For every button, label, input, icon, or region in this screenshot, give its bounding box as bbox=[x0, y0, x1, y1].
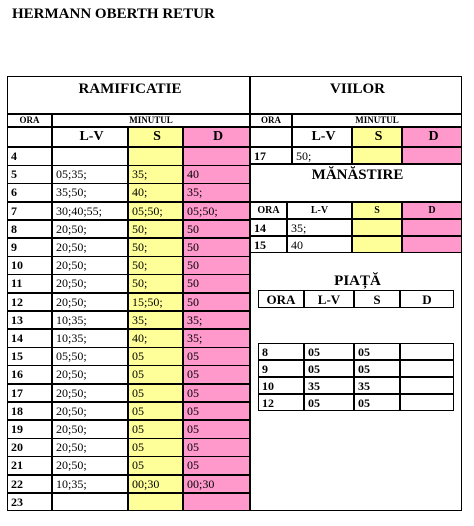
ramificatie-row-lv: 20;50; bbox=[52, 238, 128, 257]
ramificatie-row-ora: 8 bbox=[7, 220, 52, 239]
ramificatie-row-ora: 11 bbox=[7, 274, 52, 293]
ramificatie-row-d: 05 bbox=[183, 384, 250, 403]
piata-row-ora: 9 bbox=[258, 360, 304, 377]
ramificatie-row-d: 05 bbox=[183, 438, 250, 457]
piata-row-d bbox=[400, 394, 454, 411]
ramificatie-row-lv: 20;50; bbox=[52, 438, 128, 457]
ramificatie-row-lv: 10;35; bbox=[52, 311, 128, 330]
manastire-row-d bbox=[402, 236, 462, 253]
manastire-col-ora: ORA bbox=[250, 202, 287, 219]
ramificatie-row-ora: 15 bbox=[7, 347, 52, 366]
ramificatie-row-d: 50 bbox=[183, 220, 250, 239]
piata-row-d bbox=[400, 343, 454, 360]
manastire-row-ora: 15 bbox=[250, 236, 287, 253]
ramificatie-row-d: 50 bbox=[183, 293, 250, 312]
ramificatie-header: RAMIFICATIE bbox=[7, 76, 250, 114]
ramificatie-row-d: 35; bbox=[183, 311, 250, 330]
ramificatie-row-s: 50; bbox=[128, 220, 183, 239]
ramificatie-row-d: 05 bbox=[183, 365, 250, 384]
ramificatie-row-lv: 20;50; bbox=[52, 402, 128, 421]
ramificatie-row-ora: 16 bbox=[7, 365, 52, 384]
ramificatie-row-lv: 05;35; bbox=[52, 165, 128, 184]
ramificatie-row-s: 00;30 bbox=[128, 475, 183, 494]
ramificatie-row-d: 40 bbox=[183, 165, 250, 184]
piata-row-lv: 05 bbox=[304, 394, 354, 411]
piata-col-ora: ORA bbox=[258, 290, 304, 308]
viilor-row-s bbox=[352, 147, 402, 164]
piata-row-d bbox=[400, 360, 454, 377]
ramificatie-row-d: 50 bbox=[183, 238, 250, 257]
piata-row-lv: 05 bbox=[304, 360, 354, 377]
ramificatie-col-ora-blank bbox=[7, 127, 52, 147]
piata-row-s: 05 bbox=[354, 394, 400, 411]
piata-row-d bbox=[400, 377, 454, 394]
ramificatie-row-d: 00;30 bbox=[183, 475, 250, 494]
ramificatie-row-s: 50; bbox=[128, 256, 183, 275]
manastire-col-lv: L-V bbox=[287, 202, 352, 219]
ramificatie-row-lv: 20;50; bbox=[52, 293, 128, 312]
ramificatie-row-ora: 5 bbox=[7, 165, 52, 184]
ramificatie-row-ora: 18 bbox=[7, 402, 52, 421]
ramificatie-row-lv: 10;35; bbox=[52, 475, 128, 494]
ramificatie-row-d: 50 bbox=[183, 274, 250, 293]
manastire-row-ora: 14 bbox=[250, 219, 287, 236]
ramificatie-row-d bbox=[183, 493, 250, 512]
ramificatie-row-s: 05 bbox=[128, 402, 183, 421]
ramificatie-row-s: 40; bbox=[128, 329, 183, 348]
ramificatie-row-lv: 10;35; bbox=[52, 329, 128, 348]
ramificatie-row-lv: 20;50; bbox=[52, 456, 128, 475]
ramificatie-row-ora: 9 bbox=[7, 238, 52, 257]
ramificatie-row-lv bbox=[52, 493, 128, 512]
manastire-header: MĂNĂSTIRE bbox=[250, 164, 462, 202]
ramificatie-row-d: 50 bbox=[183, 256, 250, 275]
viilor-header: VIILOR bbox=[250, 76, 462, 114]
piata-row-s: 35 bbox=[354, 377, 400, 394]
manastire-row-s bbox=[352, 236, 402, 253]
ramificatie-row-ora: 19 bbox=[7, 420, 52, 439]
ramificatie-row-lv: 35;50; bbox=[52, 183, 128, 202]
ramificatie-row-ora: 20 bbox=[7, 438, 52, 457]
ramificatie-row-lv: 20;50; bbox=[52, 420, 128, 439]
ramificatie-row-ora: 7 bbox=[7, 202, 52, 221]
ramificatie-row-ora: 12 bbox=[7, 293, 52, 312]
ramificatie-col-ora: ORA bbox=[7, 114, 52, 127]
ramificatie-row-d: 05 bbox=[183, 420, 250, 439]
ramificatie-row-d: 35; bbox=[183, 183, 250, 202]
ramificatie-row-s: 05 bbox=[128, 365, 183, 384]
ramificatie-row-ora: 10 bbox=[7, 256, 52, 275]
manastire-col-d: D bbox=[402, 202, 462, 219]
ramificatie-col-s: S bbox=[128, 127, 183, 147]
ramificatie-row-s: 05 bbox=[128, 347, 183, 366]
ramificatie-row-lv: 20;50; bbox=[52, 256, 128, 275]
ramificatie-row-s: 40; bbox=[128, 183, 183, 202]
ramificatie-row-d: 05 bbox=[183, 402, 250, 421]
manastire-row-lv: 40 bbox=[287, 236, 352, 253]
ramificatie-row-lv bbox=[52, 147, 128, 166]
viilor-col-minutul: MINUTUL bbox=[292, 114, 462, 127]
ramificatie-row-lv: 05;50; bbox=[52, 347, 128, 366]
ramificatie-row-ora: 21 bbox=[7, 456, 52, 475]
page-title: HERMANN OBERTH RETUR bbox=[12, 6, 215, 22]
ramificatie-row-ora: 23 bbox=[7, 493, 52, 512]
ramificatie-row-lv: 20;50; bbox=[52, 274, 128, 293]
ramificatie-row-s: 15;50; bbox=[128, 293, 183, 312]
ramificatie-row-s bbox=[128, 147, 183, 166]
ramificatie-row-s: 05 bbox=[128, 384, 183, 403]
viilor-row-lv: 50; bbox=[292, 147, 352, 164]
viilor-row-d bbox=[402, 147, 462, 164]
ramificatie-row-s: 35; bbox=[128, 311, 183, 330]
piata-row-s: 05 bbox=[354, 360, 400, 377]
piata-row-lv: 35 bbox=[304, 377, 354, 394]
piata-row-ora: 12 bbox=[258, 394, 304, 411]
ramificatie-row-s: 05 bbox=[128, 420, 183, 439]
ramificatie-row-s: 35; bbox=[128, 165, 183, 184]
ramificatie-row-d: 05 bbox=[183, 456, 250, 475]
ramificatie-row-lv: 20;50; bbox=[52, 384, 128, 403]
piata-row-s: 05 bbox=[354, 343, 400, 360]
viilor-col-s: S bbox=[352, 127, 402, 147]
piata-col-d: D bbox=[400, 290, 454, 308]
ramificatie-row-lv: 30;40;55; bbox=[52, 202, 128, 221]
manastire-row-d bbox=[402, 219, 462, 236]
ramificatie-row-lv: 20;50; bbox=[52, 365, 128, 384]
ramificatie-row-s: 50; bbox=[128, 238, 183, 257]
piata-row-ora: 10 bbox=[258, 377, 304, 394]
viilor-col-d: D bbox=[402, 127, 462, 147]
ramificatie-row-s: 05 bbox=[128, 456, 183, 475]
viilor-col-ora: ORA bbox=[250, 114, 292, 127]
manastire-col-s: S bbox=[352, 202, 402, 219]
ramificatie-row-d: 05 bbox=[183, 347, 250, 366]
ramificatie-row-ora: 6 bbox=[7, 183, 52, 202]
ramificatie-row-d bbox=[183, 147, 250, 166]
ramificatie-col-lv: L-V bbox=[52, 127, 128, 147]
ramificatie-row-lv: 20;50; bbox=[52, 220, 128, 239]
piata-row-lv: 05 bbox=[304, 343, 354, 360]
piata-col-s: S bbox=[354, 290, 400, 308]
ramificatie-row-d: 35; bbox=[183, 329, 250, 348]
ramificatie-row-ora: 13 bbox=[7, 311, 52, 330]
ramificatie-col-d: D bbox=[183, 127, 250, 147]
piata-col-lv: L-V bbox=[304, 290, 354, 308]
viilor-row-ora: 17 bbox=[250, 147, 292, 164]
ramificatie-row-s: 05 bbox=[128, 438, 183, 457]
ramificatie-row-d: 05;50; bbox=[183, 202, 250, 221]
manastire-row-lv: 35; bbox=[287, 219, 352, 236]
ramificatie-row-s bbox=[128, 493, 183, 512]
viilor-col-ora-blank bbox=[250, 127, 292, 147]
ramificatie-col-minutul: MINUTUL bbox=[52, 114, 250, 127]
viilor-col-lv: L-V bbox=[292, 127, 352, 147]
manastire-row-s bbox=[352, 219, 402, 236]
ramificatie-row-ora: 4 bbox=[7, 147, 52, 166]
ramificatie-row-ora: 14 bbox=[7, 329, 52, 348]
ramificatie-row-ora: 22 bbox=[7, 475, 52, 494]
piata-row-ora: 8 bbox=[258, 343, 304, 360]
piata-header: PIAȚĂ bbox=[250, 253, 462, 511]
ramificatie-row-s: 50; bbox=[128, 274, 183, 293]
ramificatie-row-s: 05;50; bbox=[128, 202, 183, 221]
ramificatie-row-ora: 17 bbox=[7, 384, 52, 403]
